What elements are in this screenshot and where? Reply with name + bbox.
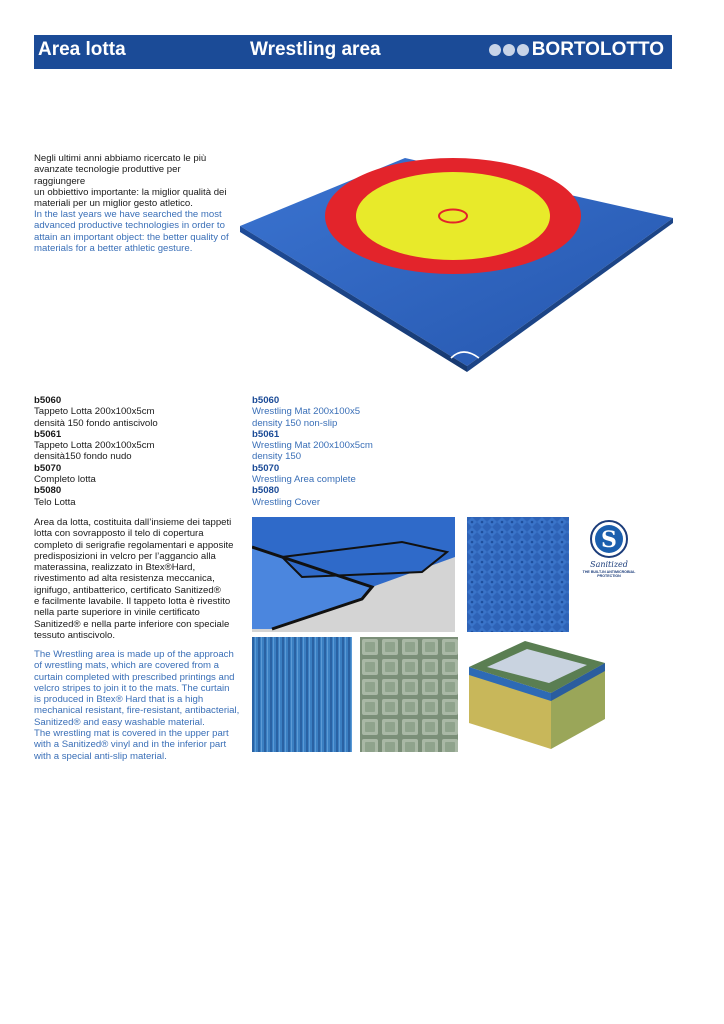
title-italian: Area lotta [38, 39, 126, 60]
sanitized-tagline: THE BUILT-IN ANTIMICROBIAL PROTECTION [582, 570, 636, 578]
description-english: The Wrestling area is made up of the approach of wrestling mats, which are covered from a curtain completed with prescribed printings and velcro stripes to join it to the mats. The curtain is produced in Btex® Hard that is a high mechanical resistant, fire-resistant, antibacterial, Sanitized® and easy washable material. The wrestling mat is covered in the upper part with a Sanitized® vinyl and in the inferior part with a special anti-slip material. [34, 649, 240, 762]
title-english: Wrestling area [250, 39, 381, 60]
product-codes-italian: b5060 Tappeto Lotta 200x100x5cm densità 150 fondo antiscivolo b5061 Tappeto Lotta 200x100x5cm densità150 fondo nudo b5070 Completo lotta b5080 Telo Lotta [34, 395, 158, 508]
brand-logo [489, 39, 664, 61]
logo-dot-icon [503, 44, 515, 56]
mat-section-photo [467, 637, 607, 752]
logo-dot-icon [517, 44, 529, 56]
blue-texture-photo [467, 517, 569, 632]
cover-detail-photo [252, 517, 455, 632]
product-codes-english: b5060 Wrestling Mat 200x100x5 density 150 non-slip b5061 Wrestling Mat 200x100x5cm density 150 b5070 Wrestling Area complete b5080 Wrestling Cover [252, 395, 373, 508]
brand-name: BORTOLOTTO [531, 39, 664, 60]
intro-italian: Negli ultimi anni abbiamo ricercato le più avanzate tecnologie produttive per raggiungere un obbiettivo importante: la miglior qualità dei materiali per un miglior gesto atletico. [34, 153, 227, 210]
antislip-texture-photo [360, 637, 458, 752]
wrestling-area-image [235, 148, 675, 376]
description-italian: Area da lotta, costituita dall’insieme dei tappeti lotta con sovrapposto il telo di copertura completo di serigrafie regolamentari e apposite predisposizioni in velcro per l’aggancio alla materassina, realizzato in Btex®Hard, rivestimento ad alta resistenza meccanica, ignifugo, antibatterico, certificato Sanitized® e facilmente lavabile. Il tappeto lotta è rivestito nella parte superiore in vinile certificato Sanitized® e nella parte inferiore con speciale tessuto antiscivolo. [34, 517, 234, 641]
logo-dot-icon [489, 44, 501, 56]
svg-text:S: S [601, 527, 617, 553]
page-header [34, 35, 672, 69]
sanitized-logo-text: Sanitized [590, 560, 628, 569]
ribbed-texture-photo [252, 637, 352, 752]
intro-english: In the last years we have searched the most advanced productive technologies in order to attain an important object: the better quality of materials for a better athletic gesture. [34, 209, 229, 254]
